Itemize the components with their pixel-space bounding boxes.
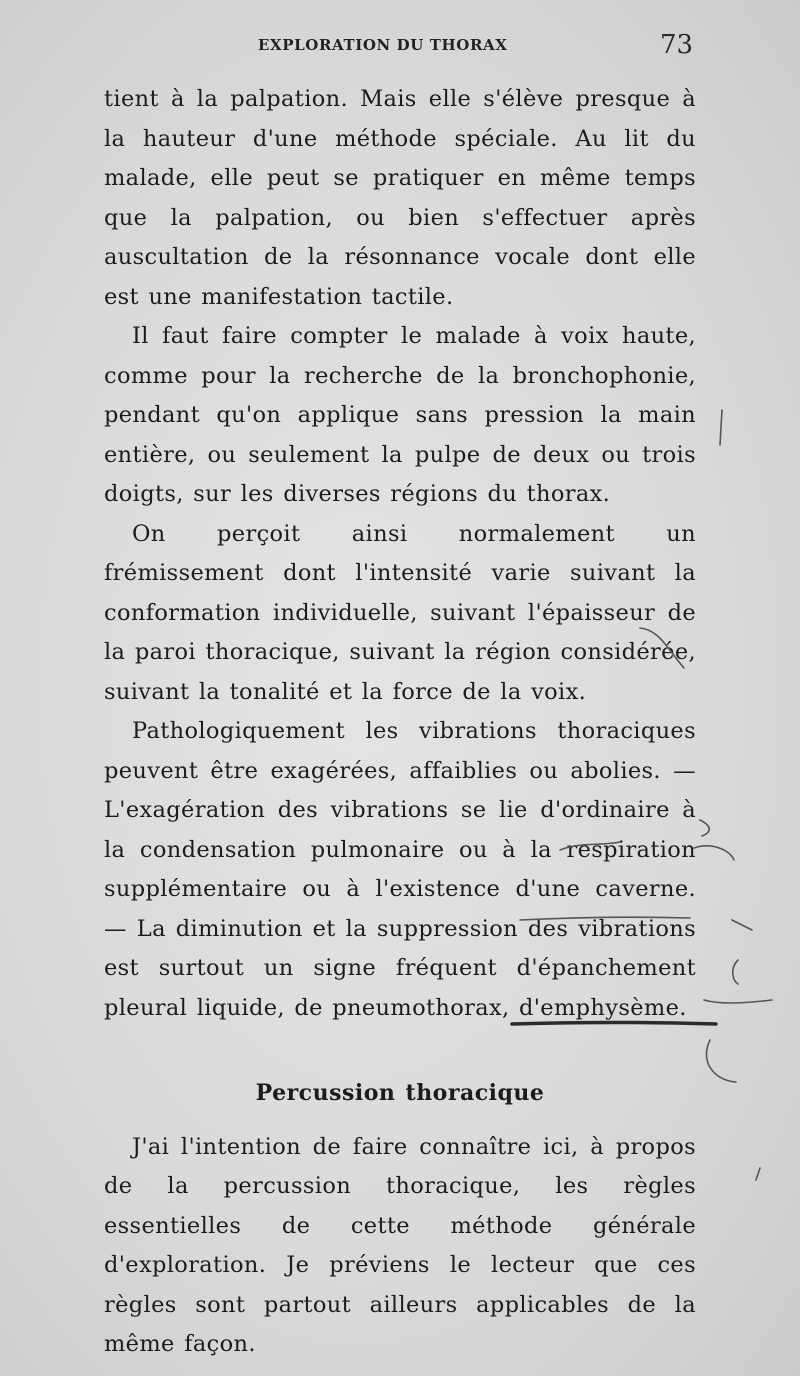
page-header xyxy=(0,32,800,64)
margin-stroke xyxy=(720,410,722,445)
margin-stroke xyxy=(732,920,752,930)
running-head: EXPLORATION DU THORAX xyxy=(258,36,508,54)
section-heading: Percussion thoracique xyxy=(255,1080,545,1106)
page-number: 73 xyxy=(660,30,694,60)
paragraph-percussion: J'ai l'intention de faire connaître ici, à propos de la percussion thoracique, les règles essentielles de cette méthode générale d'exploration. Je préviens le lecteur que ces règles sont partout ailleurs applicables de la même façon. xyxy=(104,1133,696,1357)
margin-stroke xyxy=(706,1040,736,1082)
margin-stroke xyxy=(694,846,734,860)
paragraph-continued: tient à la palpation. Mais elle s'élève presque à la hauteur d'une méthode spéciale. Au lit du malade, elle peut se pratiquer en même temps que la palpation, ou bien s'effectuer après auscultation de la résonnance vocale dont elle est une manifestation tactile. xyxy=(104,86,696,310)
margin-stroke xyxy=(704,1000,772,1003)
paragraph-pathologie: Pathologiquement les vibrations thoraciques peuvent être exagérées, affaiblies ou abolies. — L'exagération des vibrations se lie d'ordinaire à la condensation pulmonaire ou à la respiration supplémentaire ou à l'existence d'une caverne. — La diminution et la suppression des vibrations est surtout un signe fréquent d'épanchement pleural liquide, de pneumothorax, d'emphysème. xyxy=(104,718,696,1021)
margin-stroke xyxy=(733,960,738,984)
margin-stroke xyxy=(756,1168,760,1180)
page-body xyxy=(104,80,696,1365)
margin-stroke xyxy=(700,820,709,836)
paragraph-fremissement: On perçoit ainsi normalement un frémissement dont l'intensité varie suivant la conformation individuelle, suivant l'épaisseur de la paroi thoracique, suivant la région considérée, suivant la tonalité et la force de la voix. xyxy=(104,520,696,705)
paragraph-voice: Il faut faire compter le malade à voix haute, comme pour la recherche de la bronchophonie, pendant qu'on applique sans pression la main entière, ou seulement la pulpe de deux ou trois doigts, sur les diverses régions du thorax. xyxy=(104,323,696,507)
